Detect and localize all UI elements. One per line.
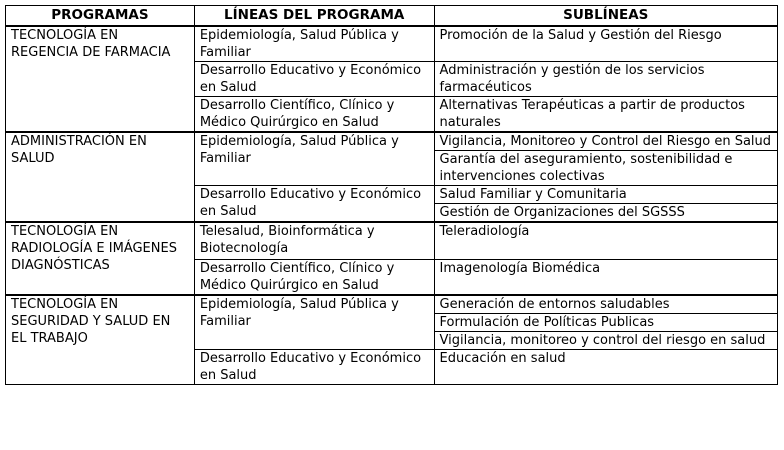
- program-name: TECNOLOGÍA EN RADIOLOGÍA E IMÁGENES DIAGNÓSTICAS: [6, 222, 195, 295]
- line-name: Desarrollo Educativo y Económico en Salud: [194, 350, 434, 385]
- subline-item: Vigilancia, monitoreo y control del riesgo en salud: [434, 332, 777, 350]
- subline-item: Vigilancia, Monitoreo y Control del Riesgo en Salud: [434, 132, 777, 151]
- line-name: Desarrollo Científico, Clínico y Médico Quirúrgico en Salud: [194, 97, 434, 133]
- line-name: Desarrollo Educativo y Económico en Salud: [194, 62, 434, 97]
- header-sublineas: SUBLÍNEAS: [434, 6, 777, 27]
- header-row: [6, 6, 778, 27]
- table-row: [6, 26, 778, 62]
- subline-item: Formulación de Políticas Publicas: [434, 314, 777, 332]
- program-name: ADMINISTRACIÓN EN SALUD: [6, 132, 195, 222]
- line-name: Epidemiología, Salud Pública y Familiar: [194, 295, 434, 350]
- subline-item: Salud Familiar y Comunitaria: [434, 186, 777, 204]
- subline-item: Educación en salud: [434, 350, 777, 385]
- table-row: [6, 222, 778, 260]
- subline-item: Imagenología Biomédica: [434, 260, 777, 296]
- line-name: Telesalud, Bioinformática y Biotecnología: [194, 222, 434, 260]
- line-name: Desarrollo Científico, Clínico y Médico Quirúrgico en Salud: [194, 260, 434, 296]
- subline-item: Promoción de la Salud y Gestión del Riesgo: [434, 26, 777, 62]
- line-name: Desarrollo Educativo y Económico en Salud: [194, 186, 434, 223]
- table-row: [6, 132, 778, 151]
- line-name: Epidemiología, Salud Pública y Familiar: [194, 26, 434, 62]
- header-lineas: LÍNEAS DEL PROGRAMA: [194, 6, 434, 27]
- program-name: TECNOLOGÍA EN SEGURIDAD Y SALUD EN EL TRABAJO: [6, 295, 195, 385]
- subline-item: Teleradiología: [434, 222, 777, 260]
- subline-item: Administración y gestión de los servicios farmacéuticos: [434, 62, 777, 97]
- header-programas: PROGRAMAS: [6, 6, 195, 27]
- subline-item: Garantía del aseguramiento, sostenibilidad e intervenciones colectivas: [434, 151, 777, 186]
- table-row: [6, 295, 778, 314]
- programs-table: [5, 5, 778, 385]
- subline-item: Gestión de Organizaciones del SGSSS: [434, 204, 777, 223]
- subline-item: Alternativas Terapéuticas a partir de productos naturales: [434, 97, 777, 133]
- program-name: TECNOLOGÍA EN REGENCIA DE FARMACIA: [6, 26, 195, 132]
- line-name: Epidemiología, Salud Pública y Familiar: [194, 132, 434, 186]
- subline-item: Generación de entornos saludables: [434, 295, 777, 314]
